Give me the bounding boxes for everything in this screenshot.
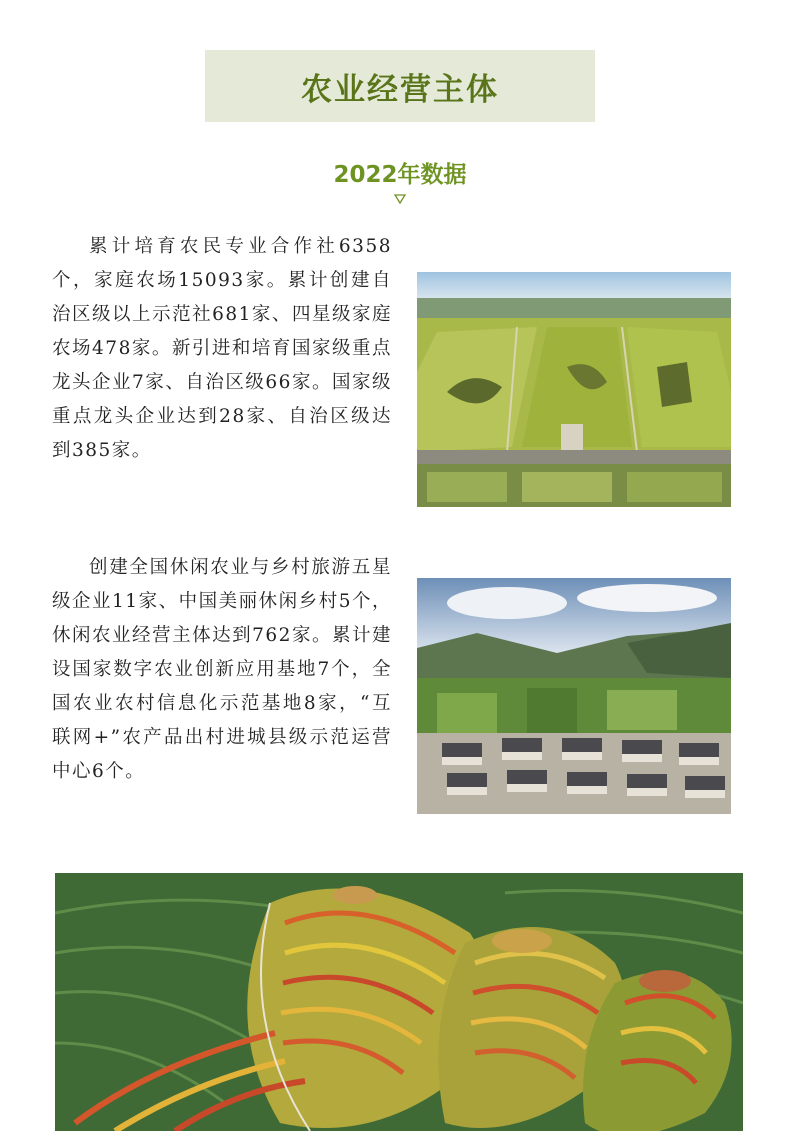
terraced-hills-photo [55, 873, 743, 1131]
rice-field-photo [417, 272, 731, 507]
section-subtitle: 2022年数据 [333, 162, 467, 188]
page-title: 农业经营主体 [301, 71, 499, 108]
title-banner [205, 50, 595, 122]
paragraph-cooperatives: 累计培育农民专业合作社6358个，家庭农场15093家。累计创建自治区级以上示范社681家、四星级家庭农场478家。新引进和培育国家级重点龙头企业7家、自治区级66家。国家级重点龙头企业达到28家、自治区级达到385家。 [52, 236, 392, 461]
down-triangle-icon [393, 193, 407, 205]
paragraph-leisure-agriculture: 创建全国休闲农业与乡村旅游五星级企业11家、中国美丽休闲乡村5个，休闲农业经营主体达到762家。累计建设国家数字农业创新应用基地7个，全国农业农村信息化示范基地8家，“互联网+”农产品出村进城县级示范运营中心6个。 [52, 557, 392, 782]
village-photo [417, 578, 731, 814]
